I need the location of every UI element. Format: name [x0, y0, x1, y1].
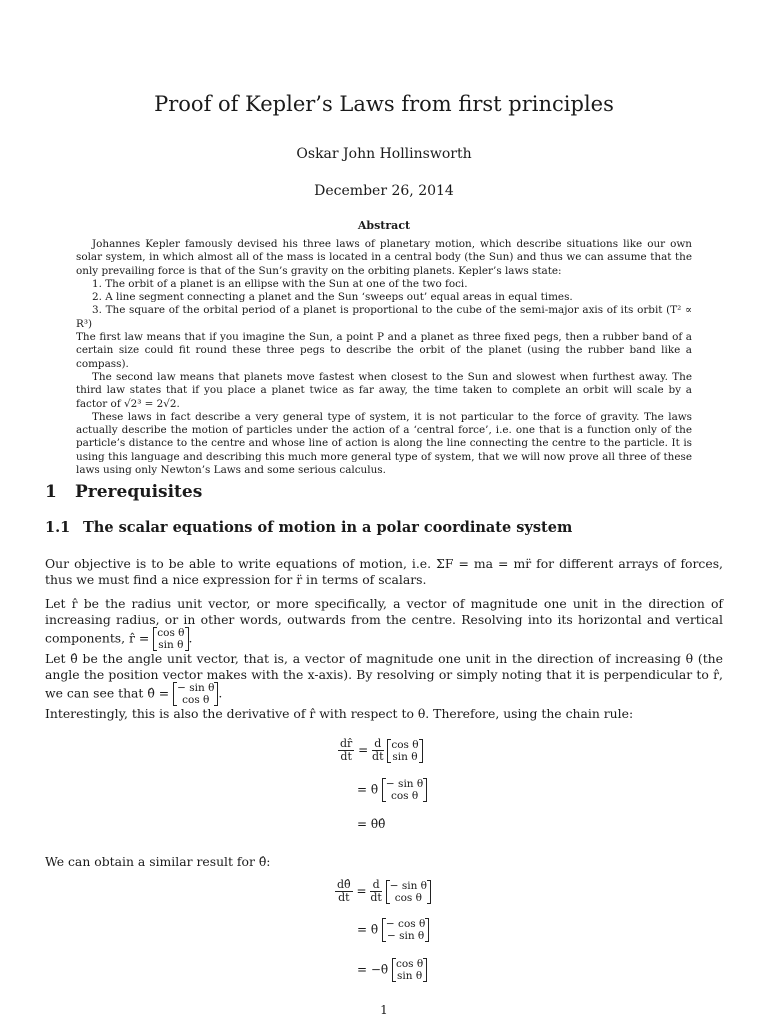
abstract-paragraph: The first law means that if you imagine the Sun, a point P and a planet as three fixed pegs, then a rubber band of a certain size could fit round these three pegs to describe the orbit of the planet (using the rubber band like a compass).	[76, 331, 692, 370]
section-title: Prerequisites	[75, 482, 203, 502]
equation-line: = −θ̇ cos θ sin θ	[357, 958, 427, 982]
body-text: Interestingly, this is also the derivative of r̂ with respect to θ. Therefore, using the chain rule:	[45, 706, 634, 721]
body-text: Let r̂ be the radius unit vector, or more specifically, a vector of magnitude one unit in the direction of increasing radius, or in other words, outwards from the centre. Resolving into its horizontal and vertical components, r̂ =	[45, 596, 723, 646]
law-item: 2. A line segment connecting a planet and the Sun ‘sweeps out’ equal areas in equal times.	[92, 291, 573, 304]
paper-date: December 26, 2014	[314, 183, 454, 199]
abstract-heading: Abstract	[357, 219, 411, 232]
paper-title: Proof of Kepler’s Laws from first principles	[154, 92, 614, 116]
abstract-paragraph: Johannes Kepler famously devised his three laws of planetary motion, which describe situations like our own solar system, in which almost all of the mass is located in a central body (the Sun) and thus we can assume that the only prevailing force is that of the Sun’s gravity on the orbiting planets. Kepler’s laws state:	[76, 238, 692, 277]
body-text: Let θ̂ be the angle unit vector, that is, a vector of magnitude one unit in the direction of increasing θ (the angle the position vector makes with the x-axis). By resolving or simply noting that it is perpendicular to r̂, we can see that θ̂ =	[45, 651, 723, 701]
body-text: Our objective is to be able to write equations of motion, i.e. ΣF = ma = mr̈ for different arrays of forces, thus we must find a nice expression for r̈ in terms of scalars.	[45, 556, 723, 587]
law-item: 1. The orbit of a planet is an ellipse with the Sun at one of the two foci.	[92, 277, 468, 290]
paper-author: Oskar John Hollinsworth	[296, 146, 472, 162]
equation-line: = θ̇ − cos θ − sin θ	[357, 918, 429, 942]
equation-line: = θ̇θ̂	[357, 817, 386, 831]
body-paragraph-thetahat: Let θ̂ be the angle unit vector, that is, a vector of magnitude one unit in the direction of increasing θ (the angle the position vector makes with the x-axis). By resolving or simply noting that it is perpendicular to r̂, we can see that θ̂ = − sin θ cos θ . Interestingly, this is also the derivative of r̂ with respect to θ. Therefore, using the chain rule:	[45, 651, 723, 721]
equation-line: = θ̇ − sin θ cos θ	[357, 778, 427, 802]
subsection-number: 1.1	[45, 519, 71, 536]
subsection-title: The scalar equations of motion in a polar coordinate system	[83, 519, 573, 536]
abstract	[76, 238, 692, 477]
equation-line: $\frac{dr̂}{dt}$ = $\frac{d}{dt}$ cos θ sin θ	[338, 738, 423, 763]
subsection-heading	[45, 519, 572, 536]
page-number: 1	[380, 1003, 388, 1017]
section-heading	[45, 482, 202, 502]
body-paragraph-rhat: Let r̂ be the radius unit vector, or more specifically, a vector of magnitude one unit in the direction of increasing radius, or in other words, outwards from the centre. Resolving into its horizontal and vertical components, r̂ = cos θ sin θ .	[45, 596, 723, 651]
section-number: 1	[45, 482, 57, 502]
rhat-vector: cos θ sin θ	[153, 627, 188, 651]
abstract-paragraph: The second law means that planets move fastest when closest to the Sun and slowest when furthest away. The third law states that if you place a planet twice as far away, the time taken to complete an orbit will scale by a factor of √2³ = 2√2.	[76, 370, 692, 410]
equation-line: $\frac{d\thetâ}{dt}$ = $\frac{d}{dt}$ − sin θ cos θ	[335, 879, 431, 904]
body-paragraph	[45, 854, 723, 870]
thetahat-vector: − sin θ cos θ	[173, 682, 218, 706]
abstract-paragraph: These laws in fact describe a very general type of system, it is not particular to the force of gravity. The laws actually describe the motion of particles under the action of a ‘central force’, i.e. one that is a function only of the particle’s distance to the centre and whose line of action is along the line connecting the centre to the particle. It is using this language and describing this much more general type of system, that we will now prove all three of these laws using only Newton’s Laws and some serious calculus.	[76, 410, 692, 477]
law-item: 3. The square of the orbital period of a planet is proportional to the cube of the semi-major axis of its orbit (T² ∝ R³)	[76, 304, 692, 330]
body-text: We can obtain a similar result for θ̂:	[45, 854, 271, 869]
body-paragraph	[45, 556, 723, 587]
